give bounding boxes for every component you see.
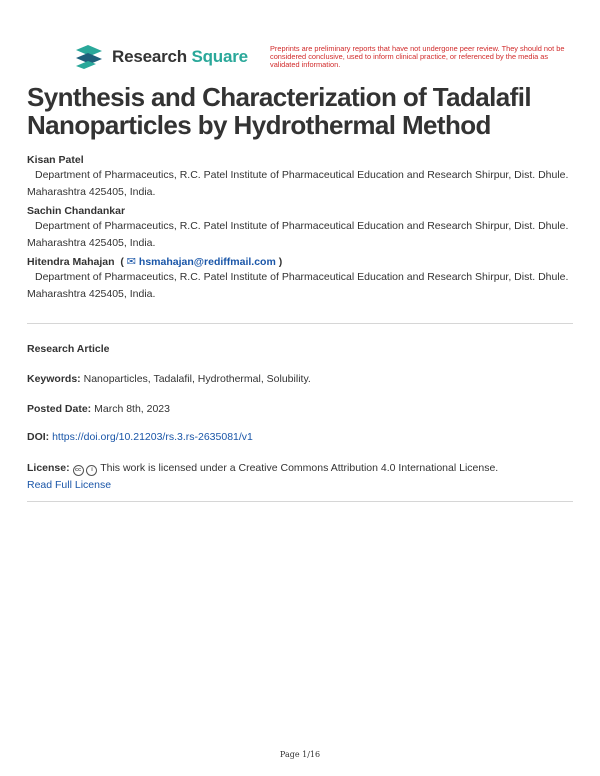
author-affiliation: Department of Pharmaceutics, R.C. Patel Institute of Pharmaceutical Education and Research Shirpur, Dist. Dhule. Maharashtra 425405, India. [27,169,569,198]
corresponding-author: Hitendra Mahajan ( ✉ hsmahajan@rediffmail.com ) [27,256,283,268]
article-type: Research Article [27,343,110,355]
read-full-license-link[interactable]: Read Full License [27,479,112,491]
author-name: Hitendra Mahajan [27,256,115,268]
attribution-icon: i [86,465,97,476]
divider [27,323,573,324]
author-entry [27,204,577,252]
research-square-logo[interactable] [74,44,248,70]
preprint-disclaimer: Preprints are preliminary reports that have not undergone peer review. They should not be considered conclusive, used to inform clinical practice, or referenced by the media as validated information. [270,44,565,70]
license: License: cc i This work is licensed under a Creative Commons Attribution 4.0 International License. Read Full License [27,462,499,491]
author-name: Kisan Patel [27,154,84,166]
research-square-logo-icon [74,44,104,70]
divider [27,501,573,502]
page-number: Page 1/16 [279,750,321,759]
author-affiliation: Department of Pharmaceutics, R.C. Patel Institute of Pharmaceutical Education and Research Shirpur, Dist. Dhule. Maharashtra 425405, India. [27,220,569,249]
author-affiliation: Department of Pharmaceutics, R.C. Patel Institute of Pharmaceutical Education and Research Shirpur, Dist. Dhule. Maharashtra 425405, India. [27,271,569,300]
author-name: Sachin Chandankar [27,205,126,217]
author-list [27,153,577,306]
posted-date: Posted Date: March 8th, 2023 [27,403,170,415]
doi-link[interactable]: https://doi.org/10.21203/rs.3.rs-2635081/v1 [52,431,253,443]
author-email-link[interactable]: hsmahajan@rediffmail.com [138,256,276,268]
author-entry [27,153,577,201]
logo-text: Research Square [112,47,248,66]
author-entry [27,255,577,303]
mail-icon: ✉ [126,256,136,268]
doi: DOI: https://doi.org/10.21203/rs.3.rs-2635081/v1 [27,431,253,443]
paper-title: Synthesis and Characterization of Tadalafil Nanoparticles by Hydrothermal Method [27,82,531,140]
license-text: This work is licensed under a Creative Commons Attribution 4.0 International License. [100,462,499,474]
keywords: Keywords: Nanoparticles, Tadalafil, Hydrothermal, Solubility. [27,373,311,385]
creative-commons-icon: cc [73,465,84,476]
